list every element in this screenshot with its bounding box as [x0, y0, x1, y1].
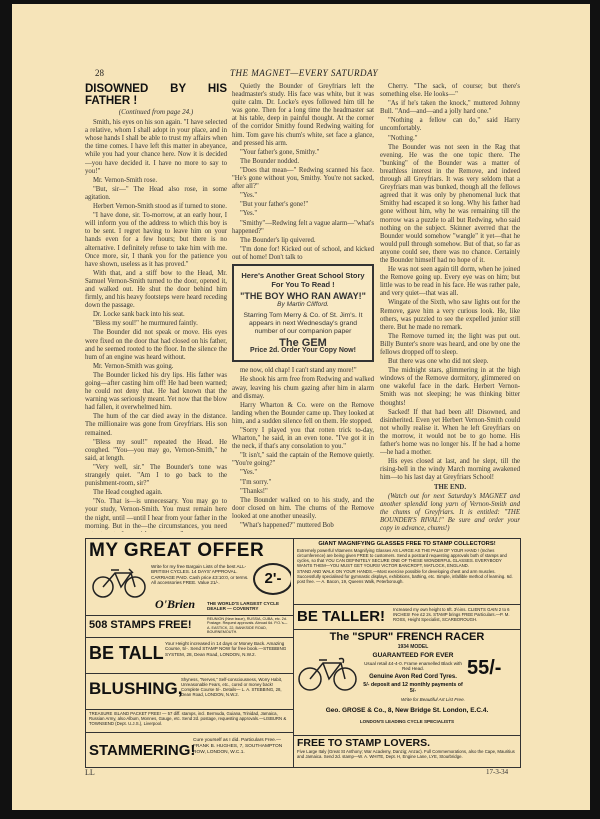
paragraph: Smith, his eyes on his son again. "I have selected a relative, whom I shall adopt in your place, and in whose hands I shall be able to trust my affairs when the time comes. I have left this matter in abeyance, while you had your chance here. Now it is decided—you have decided it. I have no more to say to you!": [85, 119, 227, 175]
racer-text: Usual retail £4-4-0. Frame enamelled Black with Red Head.: [364, 661, 462, 672]
paragraph: "What's happened?" muttered Bob: [240, 522, 334, 530]
paragraph: The Bounder licked his dry lips. His father was going—after casting him off! He had been warned; he could not deny that. He had known that the warning was seriously meant. Yet now that the blow had fallen, it overwhelmed him.: [85, 371, 227, 412]
issue-date: 17-3-34: [486, 768, 509, 776]
paragraph: "Does that mean—" Redwing scanned his face. "He's gone without you, Smithy. You're not sacked, after all?": [232, 166, 374, 191]
stamp-lovers-ad: [297, 737, 517, 765]
stammering-text: Cure yourself as I did. Particulars Free.—FRANK B. HUGHES, 7, SOUTHAMPTON ROW, LONDON, W.C.1.: [193, 738, 283, 755]
paragraph: Mr. Vernon-Smith was going.: [93, 362, 174, 370]
stamps-headline: 508 STAMPS FREE!: [89, 619, 192, 631]
next-week-notice: (Watch out for next Saturday's MAGNET and another splendid long yarn of Vernon-Smith and the chums of Greyfriars. It is entitled: "THE BOUNDER'S RIVAL!" Be sure and order your copy in advance, chums!): [380, 492, 520, 532]
promo-author: By Martin Clifford.: [277, 301, 329, 309]
paragraph: Sacked! If that had been all! Disowned, and disinherited. Even yet Herbert Vernon-Smith could not wholly realise it. When he left Greyfriars on the morrow, it would not be to go home. His father's home was no longer his. If he had a home—he had a mother.: [380, 408, 520, 457]
promo-box: [232, 264, 374, 362]
stammering-ad: [89, 734, 291, 765]
paragraph: Cherry. "The sack, of course; but there's something else. He looks—": [380, 83, 520, 99]
magnifying-headline: GIANT MAGNIFYING GLASSES FREE TO STAMP COLLECTORS!: [318, 541, 496, 547]
bicycle-icon: [91, 565, 149, 599]
advertisement-panel: [85, 538, 521, 768]
offer-headline: MY GREAT OFFER: [89, 541, 265, 561]
paragraph: The midnight stars, glimmering in at the high windows of the Remove dormitory, glimmered on one wakeful face in the dark. Herbert Vernon-Smith was not sleeping; he was thinking bitter thoughts!: [380, 367, 520, 407]
stamps-text: REUNION (New Issue), RUSSIA, CUBA, etc. 2d. Postage. Request approvals. Abroad 6d. P.O.'s— A. EASTICK, 22, BANKSIDE ROAD, BOURNEMOUTH.: [207, 617, 288, 635]
paragraph: His eyes closed at last, and he slept, till the rising-bell in the windy March morning awakened him—to his last day at Greyfriars School!: [380, 458, 520, 482]
paragraph: He was not seen again till dorm, when he joined the Remove going up. Every eye was on him; but little was to be read in his face. He was rather pale, and very quiet—that was all.: [380, 266, 520, 298]
magnifying-glasses-ad: [297, 541, 517, 603]
treasure-text: TREASURE ISLAND PACKET FREE! — 57 diff. stamps, incl. Bermuda, Guiana, Trinidad, Jamaica, Russian Army, also Album, Monnes, Gauge, etc. Send 2d. postage, requesting approvals.—LISBURN & TOWNSEND (Dept. U.J.S.), Liverpool.: [89, 711, 287, 726]
blushing-headline: BLUSHING,: [89, 679, 183, 698]
paragraph: The hum of the car died away in the distance. The millionaire was gone from Greyfriars. His son remained.: [85, 413, 227, 437]
racer-terms: 5/- deposit and 12 monthly payments of 5/-: [363, 682, 463, 695]
blushing-ad: [89, 675, 291, 708]
paragraph: Harry Wharton & Co. were on the Remove landing when the Bounder came up. They looked at him, and a sudden silence fell on them. He stopped.: [232, 401, 374, 425]
stamp-lovers-text: Five Large Italy (Great St Anthony; War Academy, Danzig; Anzac). Full Commemorations, also the Cape, Mauritius and Jamaica. Send 2d. stamp—W. A. WHITE, Dept. H, Engine Lane, LYE, Stourbridge.: [297, 749, 515, 759]
continued-note: (Continued from page 24.): [118, 108, 194, 116]
paragraph: "As if he's taken the knock," muttered Johnny Bull. "And—and—and a jolly hard one.": [380, 100, 520, 116]
page-number: 28: [95, 68, 104, 78]
paragraph: The Bounder nodded.: [240, 157, 300, 165]
racer-tyres: Genuine Avon Red Cord Tyres.: [369, 674, 457, 680]
paragraph: "It isn't," said the captain of the Remove quietly. "You're going?": [232, 452, 374, 468]
paragraph: "Smithy"—Redwing felt a vague alarm—"what's happened?": [232, 219, 374, 235]
column-2-bottom-text: [232, 367, 374, 530]
paragraph: The Bounder's lip quivered.: [240, 236, 316, 244]
racer-guarantee: GUARANTEED FOR EVER: [372, 652, 454, 659]
paragraph: "Very well, sir." The Bounder's tone was strangely quiet. "Am I to go back to the punishment-room, sir?": [85, 463, 227, 488]
french-racer-ad: [297, 631, 517, 734]
racer-headline: The "SPUR" FRENCH RACER: [329, 631, 485, 643]
promo-intro: Here's Another Great School Story For You To Read !: [241, 270, 365, 289]
taller-headline: BE TALLER!: [297, 608, 386, 625]
paragraph: "Thanks!": [240, 487, 268, 495]
paragraph: The Remove turned in; the light was put out. Billy Bunter's snore was heard, and one by one the fellows dropped off to sleep.: [380, 332, 520, 356]
racer-footer: LONDON'S LEADING CYCLE SPECIALISTS: [359, 719, 455, 724]
paragraph: "But, sir—" The Head also rose, in some agitation.: [85, 185, 227, 201]
paragraph: "But your father's gone!": [240, 201, 309, 209]
paragraph: "Nothing.": [388, 134, 418, 142]
blushing-text: Shyness, "Nerves," Self-consciousness, Worry Habit, Unreasonable Fears, etc., cured or money back! Complete Course 5/-. Details— L. A. STEBBING, 28, Dean Road, LONDON, N.W.2.: [181, 677, 283, 697]
stamps-free-ad: [89, 617, 291, 636]
article-headline: DISOWNED BY HIS FATHER !: [85, 83, 227, 107]
magnifying-text: Extremely powerful Vitamens Magnifying Glasses AS LARGE AS THE PALM OF YOUR HAND ! (Inches circumference) are being given FREE to customers. Send a postcard requesting approvals both of stamps and cycles, so that YOU CAN DEFINITELY SECURE ONE OF THESE WONDERFUL GLASSES. EVERYBODY WANTS THEM—YOU MUST GET YOURS! VICTOR BANCROFT, MATLOCK, ENGLAND.: [297, 548, 507, 568]
tall-headline: BE TALL: [89, 643, 164, 663]
paragraph: But there was one who did not sleep.: [388, 358, 489, 366]
paragraph: Quietly the Bounder of Greyfriars left the headmaster's study. His face was white, but it was quite calm. Dr. Locke's eyes followed him till he was gone. Then for a long time the headmaster sat at his table, deep in painful thought. At the corner of the corridor Smithy found Redwing waiting for him. Tom gave his chum's white, set face a glance, and pressed his arm.: [232, 83, 374, 147]
paragraph: The Bounder did not speak or move. His eyes were fixed on the door that had closed on his father, and he seemed rooted to the floor. In the silence the hum of an engine was heard without.: [85, 329, 227, 361]
promo-price: Price 2d. Order Your Copy Now!: [250, 347, 356, 355]
paragraph: "I'm sorry.": [240, 478, 272, 486]
stammering-headline: STAMMERING!: [89, 742, 196, 759]
paragraph: "Yes.": [240, 192, 258, 200]
promo-paper-name: The GEM: [279, 337, 327, 350]
taller-text: Increased my own height to 6ft. 3½ins. CLIENTS GAIN 2 to 6 INCHES! Fee £2 2s. STAMP brings FREE Particulars.—P. M. ROSS, Height Specialist, SCARBOROUGH.: [393, 607, 510, 622]
racer-model: 1934 MODEL: [397, 644, 429, 650]
printer-code: LL: [85, 768, 95, 777]
paragraph: "Yes.": [240, 469, 258, 477]
article-column-3: [380, 83, 520, 532]
paragraph: "Bless my soul!" repeated the Head. He coughed. "You—you may go, Vernon-Smith," he said, at length.: [85, 438, 227, 462]
paragraph: "I'm done for! Kicked out of school, and kicked out of home! Don't talk to: [232, 245, 374, 261]
paragraph: "Yes.": [240, 210, 258, 218]
paragraph: "I have done, sir. To-morrow, at an early hour, I will inform you of the address to which this boy is to be sent. I regret having to leave him on your hands even for a few hours; but there is no alternative. I definitely refuse to take him with me. Once more, sir, I thank you for the patience you have shown, useless as it has proved.": [85, 212, 227, 268]
offer-text: Write for my free Bargain Lists of the best ALL-BRITISH CYCLES. 14 DAYS' APPROVAL. CARRIAGE PAID. Cash price £3:10:0, or terms. All accessories FREE. Value 21/-.: [151, 564, 249, 586]
the-end: THE END.: [433, 483, 467, 491]
column-3-text: [380, 83, 520, 483]
racer-dealer: Geo. GROSE & Co., 8, New Bridge St. London, E.C.4.: [325, 707, 489, 714]
offer-price: 2'-: [253, 563, 291, 595]
tall-text: Your Height increased in 14 days or Money Back. Amazing Course, 5/-. Send STAMP NOW for free book.—STEBBING SYSTEM, 28, Dean Road, LONDON, N.W.2.: [165, 641, 287, 657]
running-title: THE MAGNET—EVERY SATURDAY: [230, 68, 379, 78]
paragraph: He shook his arm free from Redwing and walked away, leaving his chum gazing after him in alarm and dismay.: [232, 376, 374, 400]
paragraph: Herbert Vernon-Smith stood as if turned to stone.: [93, 203, 227, 211]
racing-bicycle-icon: [297, 653, 359, 693]
column-2-top-text: [232, 83, 374, 262]
cycle-offer-ad: [89, 541, 291, 613]
be-taller-ad: [297, 606, 517, 628]
paragraph: The Bounder walked on to his study, and the door closed on him. The chums of the Remove looked at one another uneasily.: [232, 496, 374, 520]
paragraph: "Your father's gone, Smithy.": [240, 148, 320, 156]
racer-art-list: Write for Beautiful Art List Free.: [401, 697, 465, 702]
article-column-1: [85, 83, 227, 532]
paragraph: The Bounder was not seen in the Rag that evening. He was the one topic there. The "bunking" of the Bounder was a matter of breathless interest in the Remove, and indeed through all Greyfriars. It was very seldom that a Greyfriars man was bunked, though all the fellows agreed that it was only by phenomenal luck that Smithy had escaped it so long. Why his father had gone without him, why he was remaining till the morrow was a puzzle to all but Redwing, who said nothing on the subject. Skinner averred that the Bounder would somehow "wangle" it yet—that he would pull through somehow. But of that, so far as anyone could see, there was no chance. Certainly the Bounder himself had no hope of it.: [380, 143, 520, 264]
promo-body: Starring Tom Merry & Co. of St. Jim's. It appears in next Wednesday's grand number of our companion paper: [243, 312, 363, 336]
paragraph: Wingate of the Sixth, who saw lights out for the Remove, gave him a very curious look. He, like others, was puzzled to see the expelled junior still there. But he made no remark.: [380, 299, 520, 331]
hand-walk-text: STAND AND WALK ON YOUR HANDS.—Most exercise possible for developing chest and arm muscles. Successfully specialised for gymnastic displays, exhibitions, bathing, etc. Simple, infallible method of learning. 6d. post free. — A. Bacon, 19, Queens Walk, Peterborough.: [297, 569, 513, 584]
stamp-lovers-headline: FREE TO STAMP LOVERS.: [297, 737, 431, 749]
paragraph: "No. That is—is unnecessary. You may go to your study, Vernon-Smith. You must remain here the night, until —until I hear from your father in the morning. But in the—the circumstances, you need: [85, 498, 227, 530]
paragraph: "Sorry I played you that rotten trick to-day, Wharton," he said, in an even tone. "I've got it in the neck, if that's any consolation to you.": [232, 427, 374, 451]
brand-footer: THE WORLD'S LARGEST CYCLE DEALER — COVENTRY: [207, 601, 280, 612]
paragraph: Dr. Locke sank back into his seat.: [93, 311, 185, 319]
article-column-2: [232, 83, 374, 532]
paragraph: The Head coughed again.: [93, 489, 163, 497]
paragraph: With that, and a stiff bow to the Head, Mr. Samuel Vernon-Smith turned to the door, opened it, and walked out. He shut the door behind him firmly, and his heavy footsteps were heard receding down the passage.: [85, 269, 227, 310]
treasure-island-ad: [89, 711, 291, 731]
brand-logo: O'Brien: [155, 597, 196, 611]
promo-story-title: "THE BOY WHO RAN AWAY!": [240, 290, 366, 301]
paragraph: me now, old chap! I can't stand any more!": [240, 367, 357, 375]
column-1-text: [85, 119, 227, 532]
be-tall-ad: [89, 639, 291, 672]
paragraph: "Nothing a fellow can do," said Harry uncomfortably.: [380, 117, 520, 133]
paragraph: Mr. Vernon-Smith rose.: [93, 176, 158, 184]
paragraph: "Bless my soul!" he murmured faintly.: [93, 320, 198, 328]
racer-price: 55/-: [467, 657, 502, 679]
